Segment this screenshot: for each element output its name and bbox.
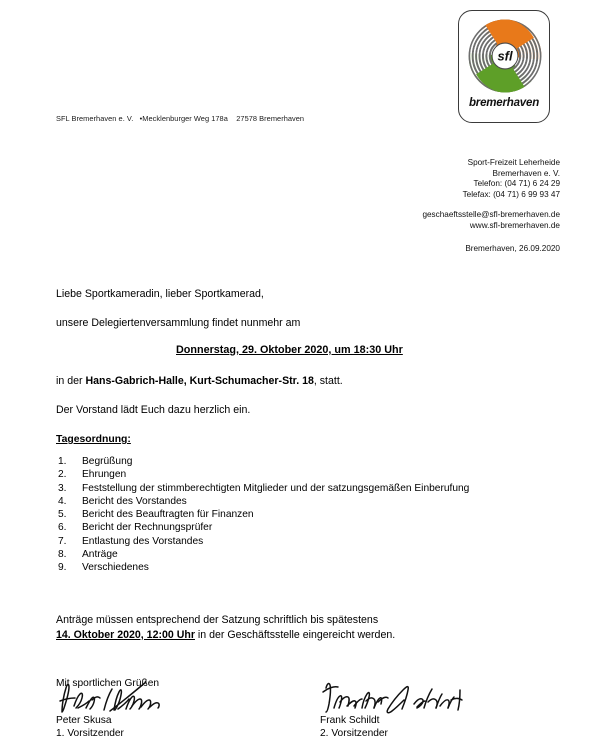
list-item <box>56 482 546 495</box>
agenda-list <box>56 455 546 575</box>
item-number: 2. <box>58 469 67 481</box>
item-label: Entlastung des Vorstandes <box>82 535 204 547</box>
deadline-suffix: in der Geschäftsstelle eingereicht werden. <box>194 628 396 641</box>
spacer <box>422 200 560 210</box>
venue-prefix: in der <box>56 375 86 387</box>
deadline-date: 14. Oktober 2020, 12:00 Uhr <box>56 628 195 641</box>
fax-line: Telefax: (04 71) 6 99 93 47 <box>462 189 560 199</box>
list-item <box>56 508 546 521</box>
signature-frank-schildt-icon <box>320 678 495 718</box>
signature-block-first-chairman <box>56 678 231 740</box>
item-number: 5. <box>58 509 67 521</box>
signer-role: 2. Vorsitzender <box>320 728 388 739</box>
logo-wordmark: bremerhaven <box>468 97 540 109</box>
phone-line: Telefon: (04 71) 6 24 29 <box>473 179 560 189</box>
sender-return-address: SFL Bremerhaven e. V. •Mecklenburger Weg 178a 27578 Bremerhaven <box>56 114 305 123</box>
list-item <box>56 495 546 508</box>
regards-line: Mit sportlichen Grüßen <box>56 677 160 689</box>
agenda-heading <box>56 433 546 446</box>
contact-block <box>422 158 560 254</box>
list-item <box>56 535 546 548</box>
list-item <box>56 468 546 481</box>
deadline-paragraph <box>56 613 546 643</box>
email-line: geschaeftsstelle@sfl-bremerhaven.de <box>422 210 560 220</box>
signer-name: Frank Schildt <box>320 715 380 726</box>
salutation: Liebe Sportkameradin, lieber Sportkamerad, <box>56 288 264 300</box>
item-label: Begrüßung <box>82 456 133 467</box>
item-label: Bericht des Beauftragten für Finanzen <box>82 509 254 521</box>
item-label: Anträge <box>82 549 118 561</box>
meeting-datetime-text: Donnerstag, 29. Oktober 2020, um 18:30 Uhr <box>176 344 403 356</box>
sfl-monogram-text: sfl <box>497 48 513 64</box>
venue-line <box>56 375 546 388</box>
item-number: 1. <box>58 456 67 467</box>
signature-area <box>56 678 546 753</box>
signer-role: 1. Vorsitzender <box>56 728 124 739</box>
spacer <box>422 232 560 244</box>
item-label: Bericht des Vorstandes <box>82 495 187 507</box>
website-line: www.sfl-bremerhaven.de <box>469 220 560 230</box>
item-label: Feststellung der stimmberechtigten Mitglieder und der satzungsgemäßen Einberufung <box>82 482 470 494</box>
place-date-line: Bremerhaven, 26.09.2020 <box>465 243 560 253</box>
item-number: 9. <box>58 562 67 574</box>
agenda-heading-text: Tagesordnung: <box>56 434 131 445</box>
item-number: 3. <box>58 482 67 494</box>
item-number: 8. <box>58 549 67 561</box>
meeting-datetime-line <box>56 344 546 357</box>
list-item <box>56 521 546 534</box>
signer-name: Peter Skusa <box>56 715 112 726</box>
deadline-intro: Anträge müssen entsprechend der Satzung schriftlich bis spätestens <box>56 613 379 626</box>
list-item <box>56 548 546 561</box>
list-item <box>56 455 546 468</box>
item-label: Ehrungen <box>82 469 127 481</box>
invitation-line: Der Vorstand lädt Euch dazu herzlich ein. <box>56 404 251 416</box>
signature-peter-skusa-icon <box>56 678 231 718</box>
item-label: Verschiedenes <box>82 562 149 574</box>
item-number: 4. <box>58 495 67 507</box>
venue-suffix: , statt. <box>313 375 343 387</box>
signature-block-second-chairman <box>320 678 495 740</box>
org-name-line2: Bremerhaven e. V. <box>492 168 560 178</box>
sfl-emblem-icon <box>467 18 543 94</box>
item-number: 7. <box>58 535 67 547</box>
item-number: 6. <box>58 522 67 534</box>
letter-body <box>56 288 546 700</box>
list-item <box>56 561 546 574</box>
intro-paragraph: unsere Delegiertenversammlung findet nunmehr am <box>56 317 301 329</box>
venue-name: Hans-Gabrich-Halle, Kurt-Schumacher-Str. 18 <box>85 375 314 387</box>
org-name-line1: Sport-Freizeit Leherheide <box>467 158 560 167</box>
sfl-logo <box>458 10 550 123</box>
item-label: Bericht der Rechnungsprüfer <box>82 522 213 534</box>
